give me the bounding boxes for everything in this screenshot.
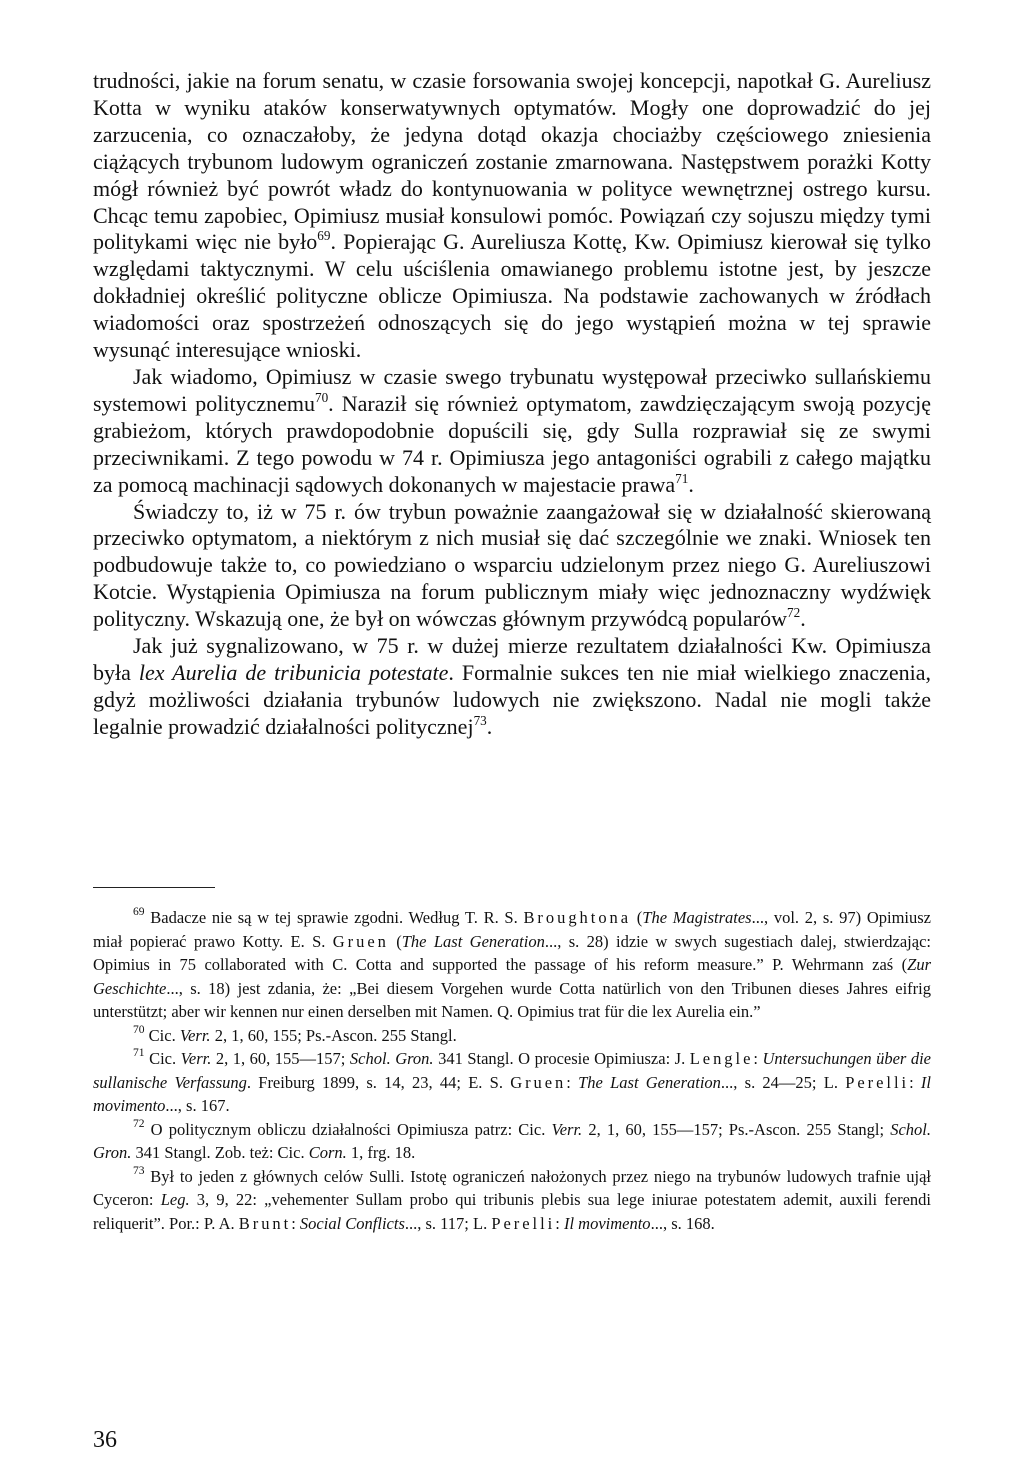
footnote-ref: 72 [787, 604, 801, 620]
footnote-text: ..., s. 28) idzie w swych sugestiach dalej, stwierdzając: Opimius in 75 collaborated with C. Cotta and supported the passage of his reform measure.” P. Wehrmann zaś ( [93, 931, 931, 974]
footnote-text: O politycznym obliczu działalności Opimiusza patrz: Cic. [144, 1119, 552, 1139]
footnote-text: : [909, 1072, 921, 1092]
paragraph-text: . Formalnie sukces ten nie miał wielkiego znaczenia, gdyż możliwości działania trybunów ludowych nie zwiększono. Nadal nie mogli także legalnie prowadzić działalności politycznej [93, 659, 931, 739]
footnote [93, 906, 931, 1024]
footnote-text: 3, 9, 22: „vehementer Sullam probo qui tribunis plebis sua lege iniurae potestatem ademit, auxili ferendi reliquerit”. Por.: P. A. [93, 1190, 931, 1233]
author-name: Perelli [491, 1213, 556, 1233]
paragraph [93, 499, 931, 634]
footnote-ref: 73 [473, 712, 487, 728]
footnote-text: ..., s. 168. [650, 1213, 715, 1233]
footnote-text: 341 Stangl. Zob. też: Cic. [131, 1143, 309, 1162]
paragraph-text: . [688, 471, 694, 497]
footnote-text: Badacze nie są w tej sprawie zgodni. Według T. R. S. [144, 908, 524, 927]
footnote-text: ( [388, 931, 402, 951]
author-name: Broughtona [523, 908, 632, 927]
footnote-italic: Verr. [179, 1025, 211, 1045]
footnote-text: 2, 1, 60, 155—157; Ps.-Ascon. 255 Stangl; [582, 1119, 891, 1139]
footnote-text: ( [631, 908, 643, 927]
footnote-italic: The Last Generation [401, 931, 545, 951]
footnote-number: 72 [133, 1117, 145, 1130]
footnote-text: 341 Stangl. O procesie Opimiusza: J. [433, 1049, 690, 1068]
paragraph-text: Jak już sygnalizowano, w 75 r. w dużej mierze rezultatem działalności Kw. Opimiusza była [93, 633, 931, 685]
footnote [93, 1024, 931, 1048]
footnote-italic: Schol. Gron. [93, 1119, 932, 1162]
paragraph-italic: lex Aurelia de tribunicia potestate [138, 659, 449, 685]
footnote-text: 1, frg. 18. [346, 1143, 416, 1162]
footnote-italic: Social Conflicts [299, 1213, 405, 1233]
footnote-text: 2, 1, 60, 155; Ps.-Ascon. 255 Stangl. [210, 1025, 457, 1045]
footnote-italic: Verr. [551, 1119, 583, 1139]
footnote [93, 1165, 931, 1236]
footnote-text: ..., s. 18) jest zdania, że: „Bei diesem Vorgehen wurde Cotta natürlich von den Tribunen dieses Jahres eifrig unterstützt; aber wir kennen nur einen derselben mit Namen. Q. Opimius trat für die lex Aurelia ein.” [93, 978, 931, 1021]
footnote-separator [93, 887, 215, 888]
footnote-text: ..., s. 117; L. [404, 1213, 492, 1233]
footnote-text: : [291, 1213, 300, 1233]
footnote-italic: Il movimento [563, 1213, 651, 1233]
footnote-text: : [753, 1049, 763, 1068]
footnote-number: 69 [133, 905, 145, 918]
footnotes [93, 906, 931, 1235]
footnote-text: ..., vol. 2, s. 97) Opimiusz miał popierać prawo Kotty. E. S. [93, 908, 931, 951]
footnote [93, 1118, 931, 1165]
footnote-text: ..., s. 24—25; L. [720, 1072, 846, 1092]
paragraph-text: . Naraził się również optymatom, zawdzięczającym swoją pozycję grabieżom, których prawdopodobnie dopuścili się, gdy Sulla rozprawiał się ze swymi przeciwnikami. Z tego powodu w 74 r. Opimiusza jego antagoniści ograbili z całego majątku za pomocą machinacji sądowych dokonanych w majestacie prawa [93, 390, 931, 497]
footnote-ref: 71 [675, 470, 689, 486]
footnote-italic: Untersuchungen über die sullanische Verfassung [93, 1049, 932, 1092]
paragraph-text: . [800, 606, 806, 632]
footnote-number: 73 [133, 1164, 145, 1177]
footnote-number: 70 [133, 1023, 145, 1036]
footnote-ref: 69 [317, 228, 331, 244]
author-name: Brunt [238, 1213, 292, 1233]
footnote [93, 1047, 931, 1118]
paragraph-text: Świadczy to, iż w 75 r. ów trybun poważnie zaangażował się w działalność skierowaną przeciwko optymatom, a niektórym z nich musiał się dać szczególnie we znaki. Wniosek ten podbudowuje także to, co powiedziano o wsparciu udzielonym przez niego G. Aureliuszowi Kotcie. Wystąpienia Opimiusza na forum publicznym miały więc jednoznaczny wydźwięk polityczny. Wskazują one, że był on wówczas głównym przywódcą popularów [93, 498, 931, 632]
paragraph [93, 364, 931, 499]
footnote-number: 71 [133, 1046, 145, 1059]
footnote-text: ..., s. 167. [165, 1096, 230, 1115]
footnote-text: Cic. [144, 1049, 181, 1068]
footnote-italic: Leg. [160, 1190, 190, 1209]
author-name: Lengle [689, 1049, 754, 1068]
paragraph-text: . [486, 713, 493, 739]
footnote-text: : [555, 1213, 564, 1233]
footnote-text: 2, 1, 60, 155—157; [211, 1049, 350, 1068]
paragraph [93, 633, 931, 741]
paragraph-text: . Popierając G. Aureliusza Kottę, Kw. Opimiusz kierował się tylko względami taktycznymi. W celu uściślenia omawianego problemu istotne jest, by jeszcze dokładniej określić polityczne oblicze Opimiusza. Na podstawie zachowanych w źródłach wiadomości oraz spostrzeżeń odnoszących się do jego wystąpień można w tej sprawie wysunąć interesujące wnioski. [93, 229, 931, 363]
footnote-text: : [566, 1072, 579, 1092]
footnote-text: Cic. [144, 1025, 180, 1045]
author-name: Gruen [510, 1072, 567, 1092]
footnote-italic: Schol. Gron. [349, 1049, 434, 1068]
footnote-italic: The Magistrates [642, 908, 752, 927]
footnote-text: Był to jeden z głównych celów Sulli. Istotę ograniczeń nałożonych przez niego na trybunów ludowych trafnie ujął Cyceron: [93, 1166, 931, 1209]
footnote-text: . Freiburg 1899, s. 14, 23, 44; E. S. [246, 1072, 511, 1092]
footnote-italic: Il movimento [93, 1072, 931, 1115]
footnote-italic: Zur Geschichte [93, 955, 931, 998]
footnote-italic: The Last Generation [578, 1072, 721, 1092]
main-text [93, 68, 931, 741]
footnote-italic: Corn. [308, 1143, 347, 1162]
footnote-ref: 70 [314, 389, 329, 405]
page-number: 36 [93, 1427, 117, 1453]
author-name: Perelli [845, 1072, 910, 1092]
paragraph-text: Jak wiadomo, Opimiusz w czasie swego trybunatu występował przeciwko sullańskiemu systemowi politycznemu [93, 363, 931, 416]
paragraph [93, 68, 931, 364]
author-name: Gruen [332, 931, 389, 951]
paragraph-text: trudności, jakie na forum senatu, w czasie forsowania swojej koncepcji, napotkał G. Aureliusz Kotta w wyniku ataków konserwatywnych optymatów. Mogły one doprowadzić do jej zarzucenia, co oznaczałoby, że jedyna dotąd okazja chociażby częściowego zniesienia ciążących trybunom ludowym ograniczeń zostanie zmarnowana. Następstwem porażki Kotty mógł również być powrót władz do kontynuowania w polityce wewnętrznej ostrego kursu. Chcąc temu zapobiec, Opimiusz musiał konsulowi pomóc. Powiązań czy sojuszu między tymi politykami więc nie było [93, 68, 931, 255]
footnote-italic: Verr. [180, 1049, 212, 1068]
